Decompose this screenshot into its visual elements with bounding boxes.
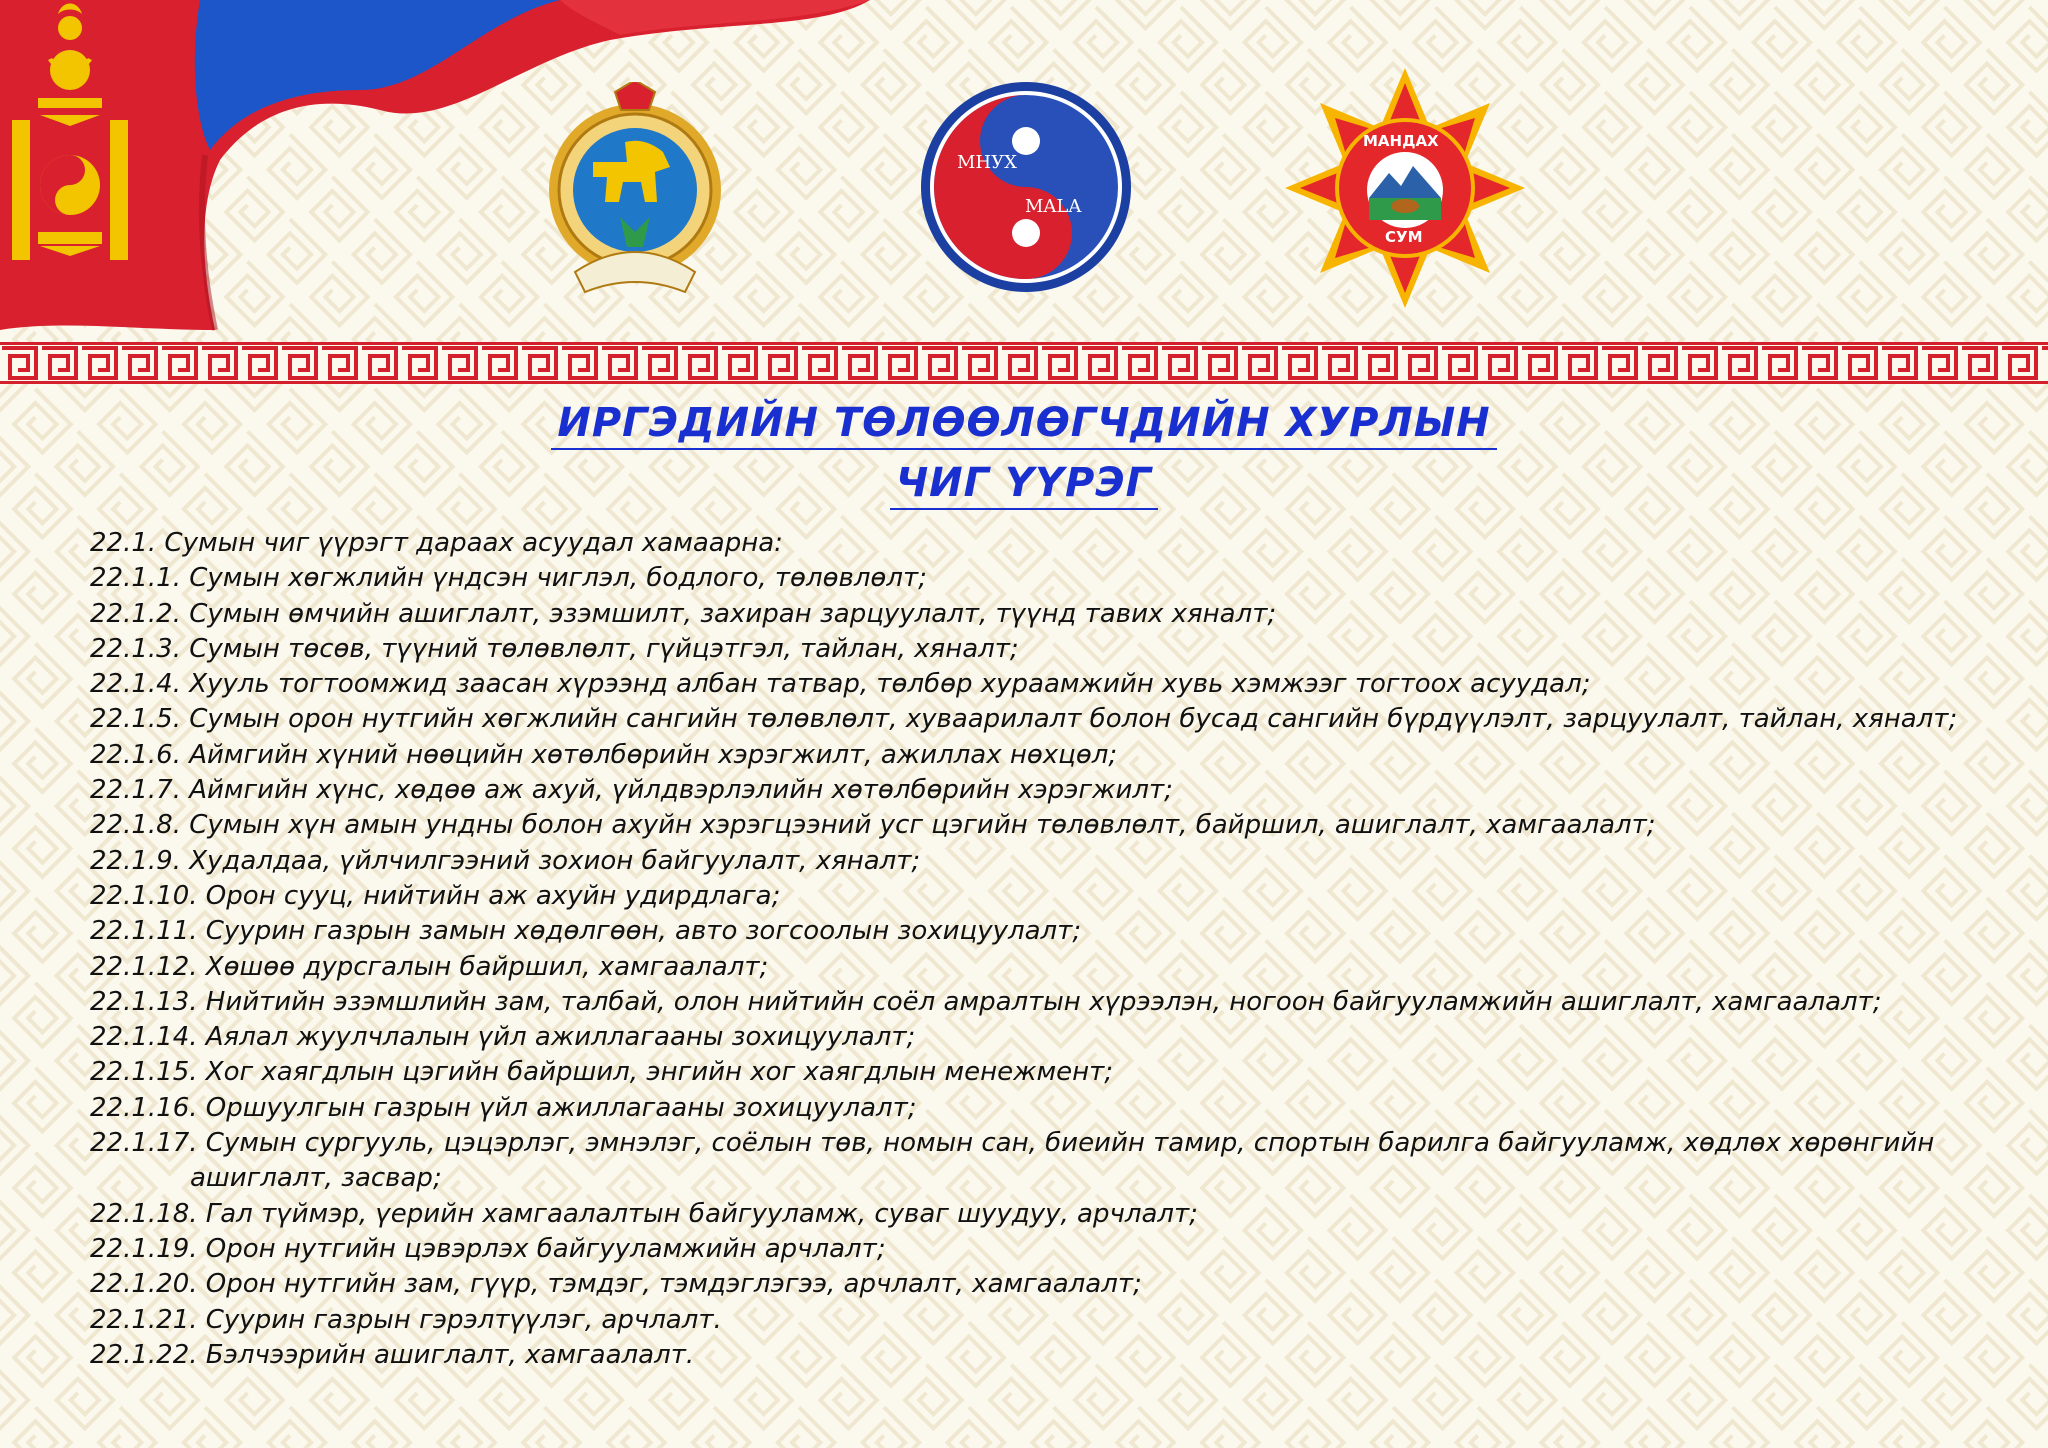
list-item: 22.1.18. Гал түймэр, үерийн хамгаалалтын байгууламж, суваг шуудуу, арчлалт; bbox=[90, 1198, 1198, 1229]
list-item: 22.1.15. Хог хаягдлын цэгийн байршил, энгийн хог хаягдлын менежмент; bbox=[90, 1057, 1114, 1088]
list-item: 22.1.22. Бэлчээрийн ашиглалт, хамгаалалт. bbox=[90, 1339, 695, 1370]
state-emblem bbox=[545, 82, 725, 302]
title-line-1: ИРГЭДИЙН ТӨЛӨӨЛӨГЧДИЙН ХУРЛЫН bbox=[551, 400, 1496, 450]
list-item: 22.1.9. Худалдаа, үйлчилгээний зохион байгуулалт, хяналт; bbox=[90, 845, 921, 876]
list-item: 22.1.16. Оршуулгын газрын үйл ажиллагааны зохицуулалт; bbox=[90, 1092, 917, 1123]
mandakh-logo-bottom-text: СУМ bbox=[1385, 228, 1423, 246]
title-line-2: ЧИГ ҮҮРЭГ bbox=[890, 460, 1158, 510]
page-title bbox=[0, 400, 2048, 520]
list-item: 22.1.2. Сумын өмчийн ашиглалт, эзэмшилт, захиран зарцуулалт, түүнд тавих хяналт; bbox=[90, 598, 1277, 629]
mandakh-logo-top-text: МАНДАХ bbox=[1363, 132, 1439, 150]
list-item: 22.1.19. Орон нутгийн цэвэрлэх байгууламжийн арчлалт; bbox=[90, 1233, 886, 1264]
list-item: 22.1.4. Хууль тогтоомжид заасан хүрээнд албан татвар, төлбөр хураамжийн хувь хэмжээг тогтоох асуудал; bbox=[90, 669, 1591, 700]
mala-logo bbox=[917, 78, 1135, 296]
list-item: 22.1.17. Сумын сургууль, цэцэрлэг, эмнэлэг, соёлын төв, номын сан, биеийн тамир, спортын барилга байгууламж, хөдлөх хөрөнгийн ашиглалт, засвар; bbox=[90, 1128, 1935, 1194]
mongolian-flag bbox=[0, 0, 900, 360]
list-item: 22.1.14. Аялал жуулчлалын үйл ажиллагааны зохицуулалт; bbox=[90, 1022, 916, 1053]
list-item: 22.1.10. Орон сууц, нийтийн аж ахуйн удирдлага; bbox=[90, 880, 781, 911]
list-item: 22.1. Сумын чиг үүрэгт дараах асуудал хамаарна: bbox=[90, 528, 783, 558]
list-item: 22.1.12. Хөшөө дурсгалын байршил, хамгаалалт; bbox=[90, 951, 769, 982]
duties-list bbox=[90, 526, 2010, 1373]
list-item: 22.1.3. Сумын төсөв, түүний төлөвлөлт, гүйцэтгэл, тайлан, хяналт; bbox=[90, 633, 1019, 664]
ornamental-border bbox=[0, 342, 2048, 384]
list-item: 22.1.7. Аймгийн хүнс, хөдөө аж ахуй, үйлдвэрлэлийн хөтөлбөрийн хэрэгжилт; bbox=[90, 775, 1173, 806]
list-item: 22.1.11. Суурин газрын замын хөдөлгөөн, авто зогсоолын зохицуулалт; bbox=[90, 916, 1082, 947]
list-item: 22.1.1. Сумын хөгжлийн үндсэн чиглэл, бодлого, төлөвлөлт; bbox=[90, 563, 927, 594]
list-item: 22.1.6. Аймгийн хүний нөөцийн хөтөлбөрийн хэрэгжилт, ажиллах нөхцөл; bbox=[90, 739, 1118, 770]
list-item: 22.1.5. Сумын орон нутгийн хөгжлийн сангийн төлөвлөлт, хуваарилалт болон бусад сангийн бүрдүүлэлт, зарцуулалт, тайлан, хяналт; bbox=[90, 704, 1958, 735]
list-item: 22.1.13. Нийтийн эзэмшлийн зам, талбай, олон нийтийн соёл амралтын хүрээлэн, ногоон байгууламжийн ашиглалт, хамгаалалт; bbox=[90, 986, 1882, 1017]
list-item: 22.1.20. Орон нутгийн зам, гүүр, тэмдэг, тэмдэглэгээ, арчлалт, хамгаалалт; bbox=[90, 1269, 1142, 1300]
list-item: 22.1.21. Суурин газрын гэрэлтүүлэг, арчлалт. bbox=[90, 1304, 722, 1335]
mala-logo-top-text: МНУХ bbox=[957, 152, 1017, 173]
mandakh-sum-logo bbox=[1285, 68, 1525, 308]
mala-logo-bottom-text: MALA bbox=[1025, 196, 1082, 217]
list-item: 22.1.8. Сумын хүн амын ундны болон ахуйн хэрэгцээний усг цэгийн төлөвлөлт, байршил, ашиглалт, хамгаалалт; bbox=[90, 810, 1656, 841]
